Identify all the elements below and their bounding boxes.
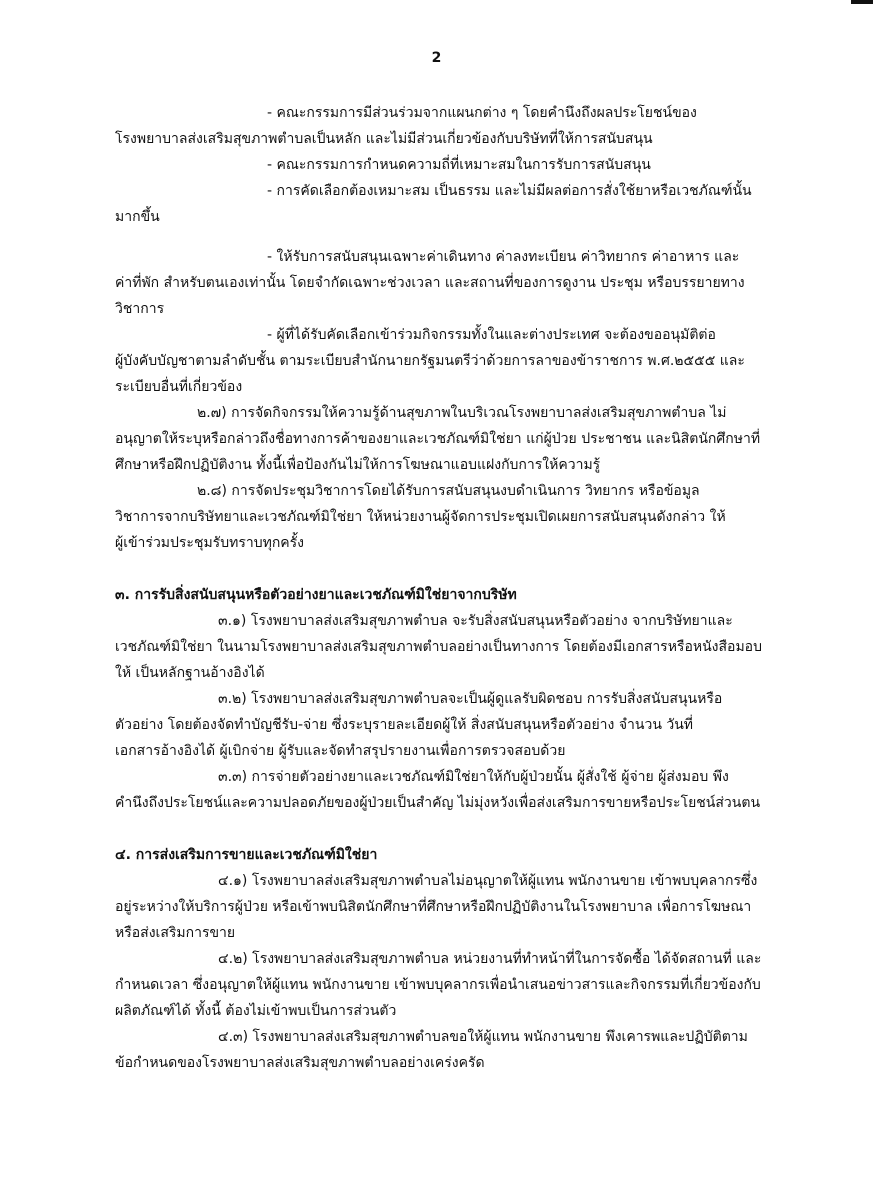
item-3-3-line1: ๓.๓) การจ่ายตัวอย่างยาและเวชภัณฑ์มิใช่ยาให้กับผู้ป่วยนั้น ผู้สั่งใช้ ผู้จ่าย ผู้ส่งมอบ พึง (218, 769, 729, 785)
scan-corner-mark (851, 0, 873, 4)
bullet-expenses-line3: วิชาการ (115, 301, 165, 317)
item-4-2-line1: ๔.๒) โรงพยาบาลส่งเสริมสุขภาพตำบล หน่วยงานที่ทำหน้าที่ในการจัดซื้อ ได้จัดสถานที่ และ (218, 951, 762, 967)
item-4-1-line2: อยู่ระหว่างให้บริการผู้ป่วย หรือเข้าพบนิสิตนักศึกษาที่ศึกษาหรือฝึกปฏิบัติงานในโรงพยาบาล เพื่อการโฆษณา (115, 899, 752, 915)
item-3-2-line3: เอกสารอ้างอิงได้ ผู้เบิกจ่าย ผู้รับและจัดทำสรุปรายงานเพื่อการตรวจสอบด้วย (115, 743, 566, 759)
item-3-2-line2: ตัวอย่าง โดยต้องจัดทำบัญชีรับ-จ่าย ซึ่งระบุรายละเอียดผู้ให้ สิ่งสนับสนุนหรือตัวอย่าง จำนวน วันที่ (115, 717, 694, 733)
bullet-committee-line1: - คณะกรรมการมีส่วนร่วมจากแผนกต่าง ๆ โดยคำนึงถึงผลประโยชน์ของ (267, 105, 697, 121)
document-body (115, 100, 771, 1076)
bullet-approval-line3: ระเบียบอื่นที่เกี่ยวข้อง (115, 379, 243, 395)
bullet-expenses-line1: - ให้รับการสนับสนุนเฉพาะค่าเดินทาง ค่าลงทะเบียน ค่าวิทยากร ค่าอาหาร และ (267, 249, 740, 265)
item-3-1-line3: ให้ เป็นหลักฐานอ้างอิงได้ (115, 665, 265, 681)
item-4-1-line1: ๔.๑) โรงพยาบาลส่งเสริมสุขภาพตำบลไม่อนุญาตให้ผู้แทน พนักงานขาย เข้าพบบุคลากรซึ่ง (218, 873, 758, 889)
bullet-frequency-line1: - คณะกรรมการกำหนดความถี่ที่เหมาะสมในการรับการสนับสนุน (267, 157, 651, 173)
item-4-2-line3: ผลิตภัณฑ์ได้ ทั้งนี้ ต้องไม่เข้าพบเป็นการส่วนตัว (115, 1003, 397, 1019)
item-4-1-line3: หรือส่งเสริมการขาย (115, 925, 236, 941)
section-4-heading: ๔. การส่งเสริมการขายและเวชภัณฑ์มิใช่ยา (115, 847, 378, 863)
item-3-2-line1: ๓.๒) โรงพยาบาลส่งเสริมสุขภาพตำบลจะเป็นผู้ดูแลรับผิดชอบ การรับสิ่งสนับสนุนหรือ (218, 691, 723, 707)
item-3-3-line2: คำนึงถึงประโยชน์และความปลอดภัยของผู้ป่วยเป็นสำคัญ ไม่มุ่งหวังเพื่อส่งเสริมการขายหรือประโยชน์ส่วนตน (115, 795, 761, 811)
item-2-8-line2: วิชาการจากบริษัทยาและเวชภัณฑ์มิใช่ยา ให้หน่วยงานผู้จัดการประชุมเปิดเผยการสนับสนุนดังกล่าว ให้ (115, 509, 726, 525)
bullet-selection-line2: มากขึ้น (115, 209, 160, 225)
item-4-3-line2: ข้อกำหนดของโรงพยาบาลส่งเสริมสุขภาพตำบลอย่างเคร่งครัด (115, 1055, 485, 1071)
section-3-heading: ๓. การรับสิ่งสนับสนุนหรือตัวอย่างยาและเวชภัณฑ์มิใช่ยาจากบริษัท (115, 587, 517, 603)
bullet-selection-line1: - การคัดเลือกต้องเหมาะสม เป็นธรรม และไม่มีผลต่อการสั่งใช้ยาหรือเวชภัณฑ์นั้น (267, 183, 752, 199)
bullet-expenses-line2: ค่าที่พัก สำหรับตนเองเท่านั้น โดยจำกัดเฉพาะช่วงเวลา และสถานที่ของการดูงาน ประชุม หรือบรรยายทาง (115, 275, 745, 291)
item-2-8-line3: ผู้เข้าร่วมประชุมรับทราบทุกครั้ง (115, 535, 305, 551)
bullet-approval-line2: ผู้บังคับบัญชาตามลำดับชั้น ตามระเบียบสำนักนายกรัฐมนตรีว่าด้วยการลาของข้าราชการ พ.ศ.๒๕๕๕ และ (115, 353, 745, 369)
item-3-1-line1: ๓.๑) โรงพยาบาลส่งเสริมสุขภาพตำบล จะรับสิ่งสนับสนุนหรือตัวอย่าง จากบริษัทยาและ (218, 613, 733, 629)
item-2-7-line1: ๒.๗) การจัดกิจกรรมให้ความรู้ด้านสุขภาพในบริเวณโรงพยาบาลส่งเสริมสุขภาพตำบล ไม่ (197, 405, 727, 421)
item-2-7-line2: อนุญาตให้ระบุหรือกล่าวถึงชื่อทางการค้าของยาและเวชภัณฑ์มิใช่ยา แก่ผู้ป่วย ประชาชน และนิสิตนักศึกษาที่ (115, 431, 761, 447)
page-number: 2 (431, 50, 442, 66)
item-4-3-line1: ๔.๓) โรงพยาบาลส่งเสริมสุขภาพตำบลขอให้ผู้แทน พนักงานขาย พึงเคารพและปฏิบัติตาม (218, 1029, 748, 1045)
item-2-8-line1: ๒.๘) การจัดประชุมวิชาการโดยได้รับการสนับสนุนงบดำเนินการ วิทยากร หรือข้อมูล (197, 483, 700, 499)
item-3-1-line2: เวชภัณฑ์มิใช่ยา ในนามโรงพยาบาลส่งเสริมสุขภาพตำบลอย่างเป็นทางการ โดยต้องมีเอกสารหรือหนังสือมอบ (115, 639, 762, 655)
item-4-2-line2: กำหนดเวลา ซึ่งอนุญาตให้ผู้แทน พนักงานขาย เข้าพบบุคลากรเพื่อนำเสนอข่าวสารและกิจกรรมที่เกี่ยวข้องกับ (115, 977, 761, 993)
bullet-committee-line2: โรงพยาบาลส่งเสริมสุขภาพตำบลเป็นหลัก และไม่มีส่วนเกี่ยวข้องกับบริษัทที่ให้การสนับสนุน (115, 131, 653, 147)
bullet-approval-line1: - ผู้ที่ได้รับคัดเลือกเข้าร่วมกิจกรรมทั้งในและต่างประเทศ จะต้องขออนุมัติต่อ (267, 327, 716, 343)
item-2-7-line3: ศึกษาหรือฝึกปฏิบัติงาน ทั้งนี้เพื่อป้องกันไม่ให้การโฆษณาแอบแฝงกับการให้ความรู้ (115, 457, 601, 473)
